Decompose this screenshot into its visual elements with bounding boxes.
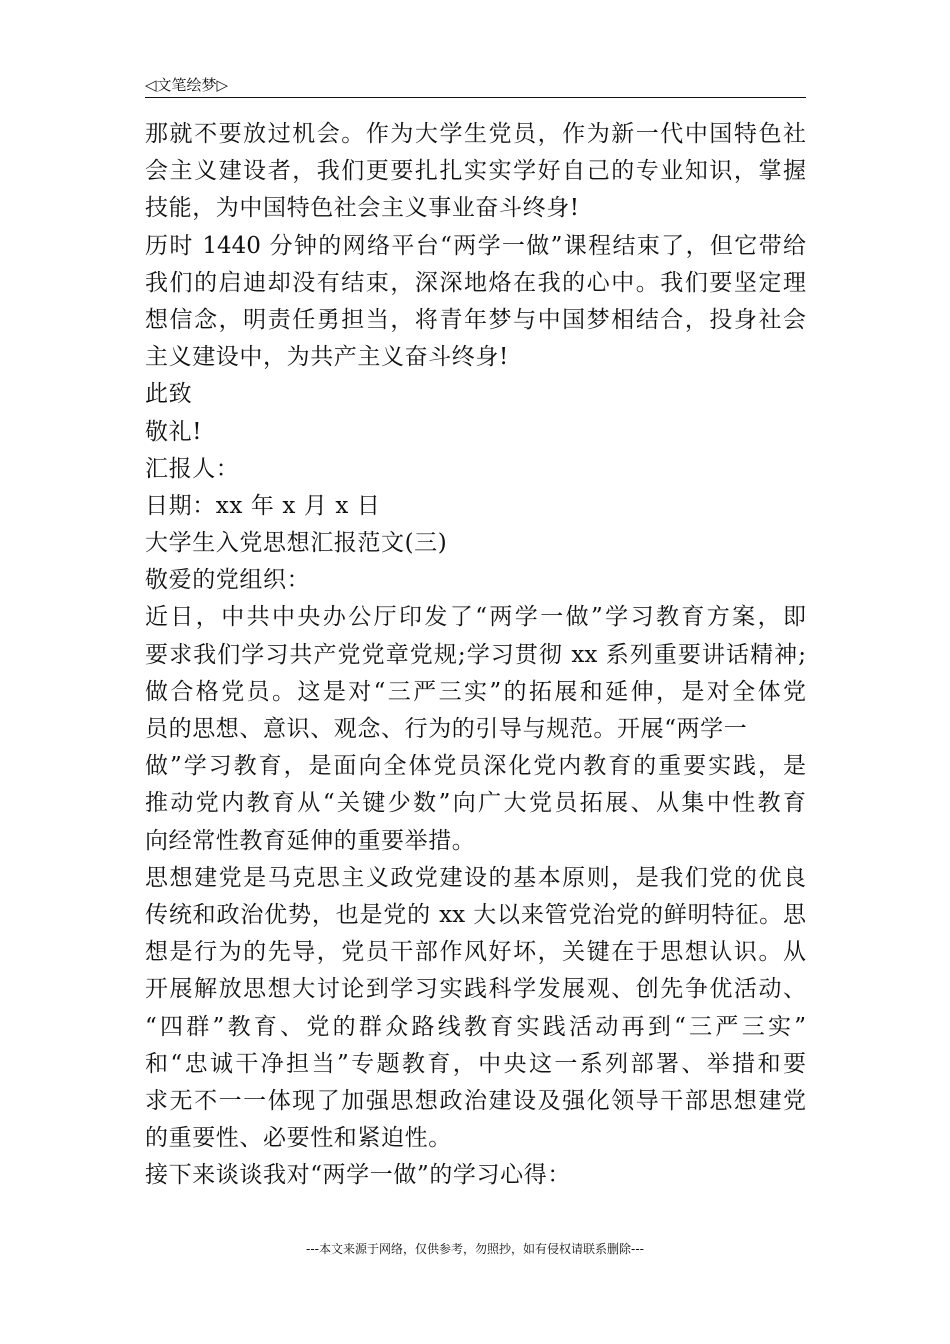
body-line: 向经常性教育延伸的重要举措。	[145, 827, 476, 854]
body-line: 近日，中共中央办公厅印发了“两学一做”学习教育方案，即	[145, 604, 806, 631]
closing-line: 此致	[145, 381, 193, 408]
body-line: 要求我们学习共产党党章党规;学习贯彻 xx 系列重要讲话精神;	[145, 641, 806, 668]
closing-line: 敬礼!	[145, 418, 203, 445]
body-line: 传统和政治优势，也是党的 xx 大以来管党治党的鲜明特征。思	[145, 901, 806, 928]
body-line: 历时 1440 分钟的网络平台“两学一做”课程结束了，但它带给	[145, 232, 806, 259]
body-line: 员的思想、意识、观念、行为的引导与规范。开展“两学一	[145, 716, 748, 742]
body-line: 和“忠诚干净担当”专题教育，中央这一系列部署、举措和要	[145, 1050, 806, 1077]
section-title: 大学生入党思想汇报范文(三)	[145, 530, 448, 557]
body-line: 技能，为中国特色社会主义事业奋斗终身!	[145, 195, 580, 222]
body-line: “四群”教育、党的群众路线教育实践活动再到“三严三实”	[145, 1013, 806, 1040]
body-line: 推动党内教育从“关键少数”向广大党员拓展、从集中性教育	[145, 790, 806, 817]
body-line: 思想建党是马克思主义政党建设的基本原则，是我们党的优良	[145, 864, 806, 891]
salutation: 敬爱的党组织：	[145, 567, 311, 594]
date-line: 日期：xx 年 x 月 x 日	[145, 492, 381, 519]
body-line: 想信念，明责任勇担当，将青年梦与中国梦相结合，投身社会	[145, 306, 806, 333]
body-line: 做”学习教育，是面向全体党员深化党内教育的重要实践，是	[145, 753, 806, 780]
header-divider	[145, 97, 806, 98]
body-line: 做合格党员。这是对“三严三实”的拓展和延伸，是对全体党	[145, 678, 806, 705]
body-line: 会主义建设者，我们更要扎扎实实学好自己的专业知识，掌握	[145, 158, 806, 185]
body-line: 那就不要放过机会。作为大学生党员，作为新一代中国特色社	[145, 121, 806, 147]
body-line: 主义建设中，为共产主义奋斗终身!	[145, 344, 509, 371]
document-body	[145, 116, 806, 1194]
body-line: 的重要性、必要性和紧迫性。	[145, 1125, 452, 1152]
document-header: ◁文笔绘梦▷	[145, 76, 229, 94]
body-line: 接下来谈谈我对“两学一做”的学习心得：	[145, 1162, 571, 1189]
source-disclaimer: ---本文来源于网络，仅供参考，勿照抄，如有侵权请联系删除---	[306, 1242, 644, 1256]
body-line: 我们的启迪却没有结束，深深地烙在我的心中。我们要坚定理	[145, 269, 806, 296]
body-line: 开展解放思想大讨论到学习实践科学发展观、创先争优活动、	[145, 976, 806, 1003]
reporter-line: 汇报人：	[145, 455, 240, 482]
body-line: 求无不一一体现了加强思想政治建设及强化领导干部思想建党	[145, 1087, 806, 1114]
body-line: 想是行为的先导，党员干部作风好坏，关键在于思想认识。从	[145, 939, 806, 966]
